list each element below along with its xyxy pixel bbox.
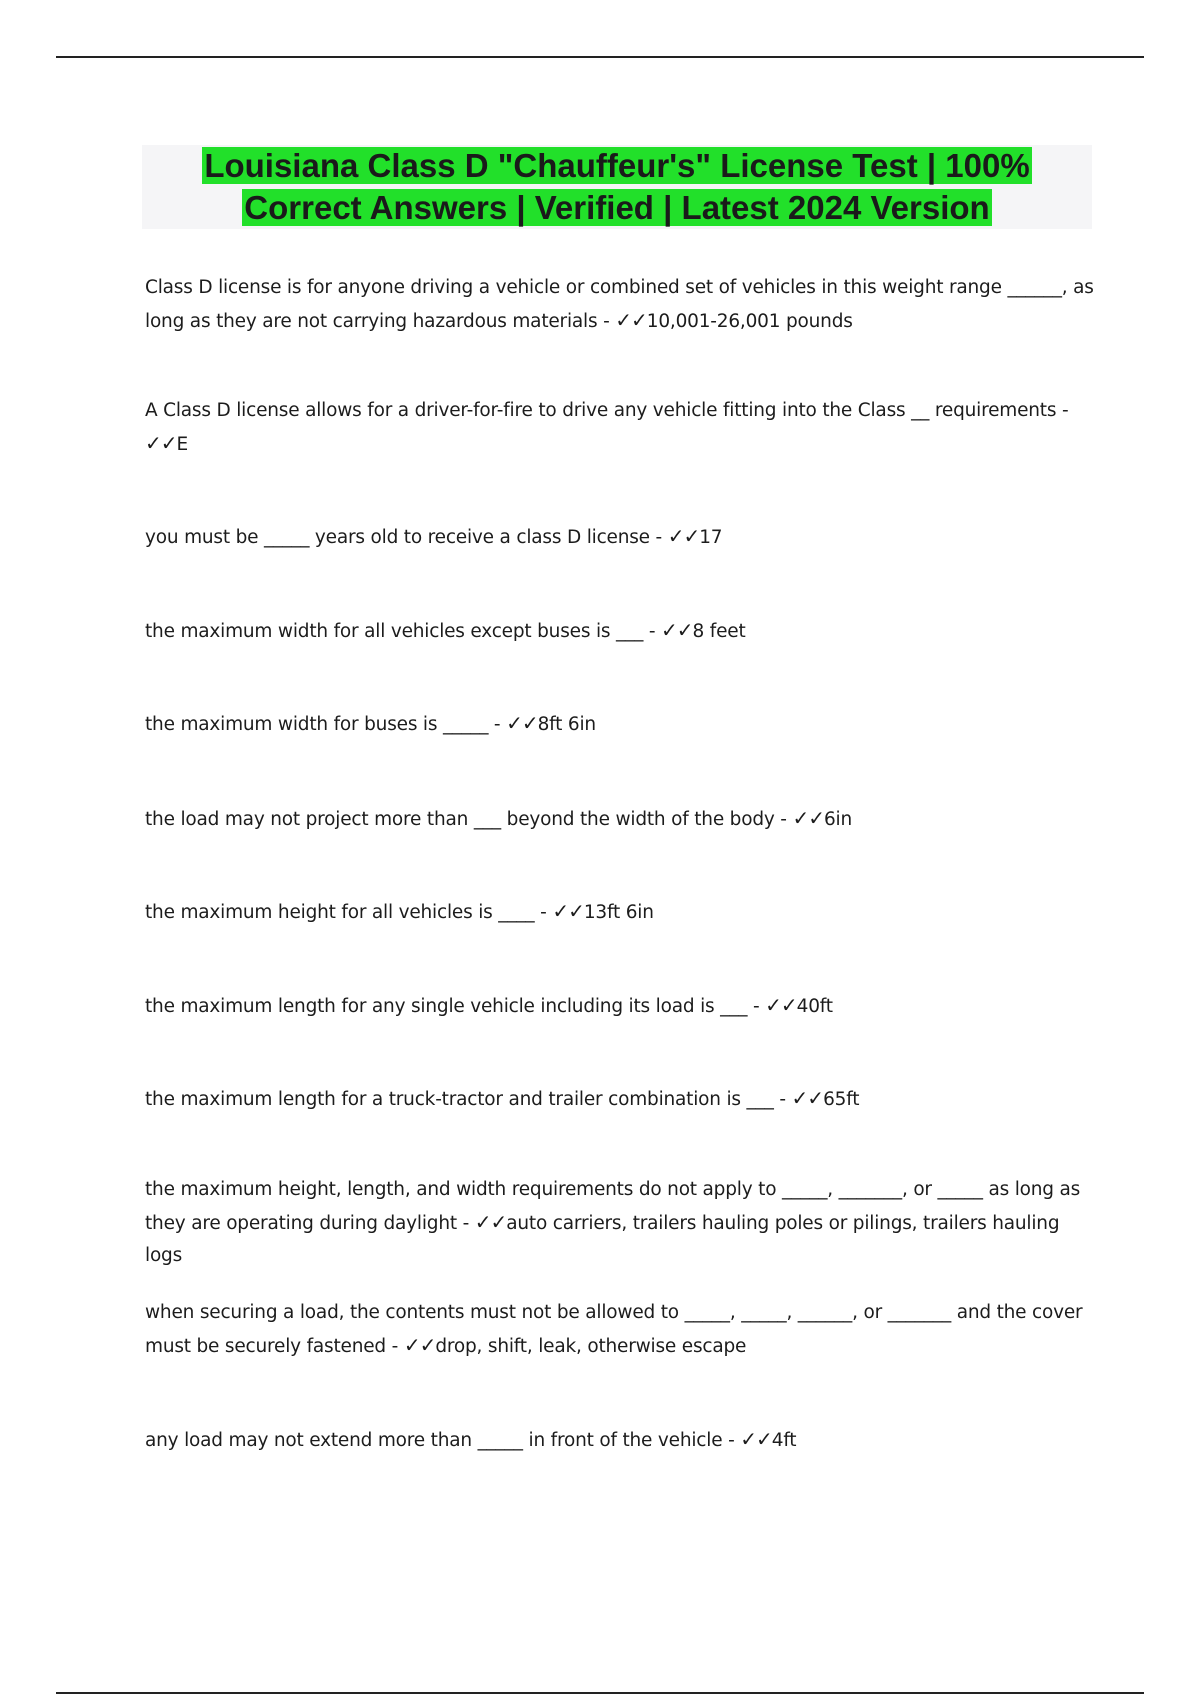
bottom-rule	[56, 1692, 1144, 1694]
question-text: the maximum length for a truck-tractor and trailer combination is ___ -	[145, 1089, 792, 1110]
top-rule	[56, 56, 1144, 58]
answer-text: 10,001-26,001 pounds	[646, 311, 853, 332]
qa-item-7	[145, 895, 1095, 929]
check-mark-icon: ✓✓	[791, 1086, 824, 1110]
answer-text: 4ft	[771, 1430, 797, 1451]
answer-text: 65ft	[823, 1089, 860, 1110]
answer-text: E	[176, 434, 189, 455]
check-mark-icon: ✓✓	[792, 806, 824, 830]
question-text: the load may not project more than ___ beyond the width of the body -	[145, 809, 793, 830]
check-mark-icon: ✓✓	[506, 711, 538, 735]
question-text: you must be _____ years old to receive a class D license -	[145, 527, 668, 548]
answer-text: 6in	[823, 809, 853, 830]
title-line-1: Louisiana Class D "Chauffeur's" License Test | 100%	[204, 147, 1030, 184]
question-text: Class D license is for anyone driving a vehicle or combined set of vehicles in this weight range ______, as long as they are not carrying hazardous materials -	[145, 277, 1094, 332]
qa-item-2	[145, 395, 1095, 461]
check-mark-icon: ✓✓	[615, 308, 647, 332]
answer-text: drop, shift, leak, otherwise escape	[435, 1336, 747, 1357]
qa-item-10	[145, 1174, 1095, 1272]
qa-item-12	[145, 1423, 1095, 1457]
question-text: the maximum width for buses is _____ -	[145, 714, 507, 735]
qa-item-9	[145, 1082, 1095, 1116]
qa-item-3	[145, 520, 1095, 554]
answer-text: 8 feet	[692, 621, 746, 642]
check-mark-icon: ✓✓	[740, 1427, 772, 1451]
check-mark-icon: ✓✓	[661, 618, 693, 642]
answer-text: 13ft 6in	[583, 902, 654, 923]
qa-item-11	[145, 1297, 1095, 1363]
answer-text: 17	[699, 527, 723, 548]
answer-text: auto carriers, trailers hauling poles or pilings, trailers hauling logs	[145, 1213, 1060, 1266]
qa-item-8	[145, 989, 1095, 1023]
question-text: the maximum height, length, and width requirements do not apply to _____, _______, or _____ as long as they are operating during daylight -	[145, 1179, 1081, 1234]
answer-text: 40ft	[796, 996, 833, 1017]
question-text: when securing a load, the contents must not be allowed to _____, _____, ______, or _______ and the cover must be securely fastened -	[145, 1302, 1083, 1357]
qa-item-4	[145, 614, 1095, 648]
qa-item-6	[145, 802, 1095, 836]
check-mark-icon: ✓✓	[552, 899, 584, 923]
question-text: the maximum width for all vehicles except buses is ___ -	[145, 621, 661, 642]
check-mark-icon: ✓✓	[145, 431, 177, 455]
question-text: any load may not extend more than _____ in front of the vehicle -	[145, 1430, 741, 1451]
check-mark-icon: ✓✓	[474, 1210, 507, 1234]
document-title	[142, 145, 1092, 229]
answer-text: 8ft 6in	[537, 714, 596, 735]
question-text: A Class D license allows for a driver-for-fire to drive any vehicle fitting into the Class __ requirements -	[145, 400, 1069, 421]
title-block	[142, 145, 1092, 229]
check-mark-icon: ✓✓	[667, 524, 700, 548]
check-mark-icon: ✓✓	[403, 1333, 436, 1357]
question-text: the maximum height for all vehicles is ____ -	[145, 902, 553, 923]
question-text: the maximum length for any single vehicle including its load is ___ -	[145, 996, 766, 1017]
qa-item-5	[145, 707, 1095, 741]
check-mark-icon: ✓✓	[765, 993, 797, 1017]
title-line-2: Correct Answers | Verified | Latest 2024 Version	[244, 189, 990, 226]
qa-item-1	[145, 272, 1095, 338]
